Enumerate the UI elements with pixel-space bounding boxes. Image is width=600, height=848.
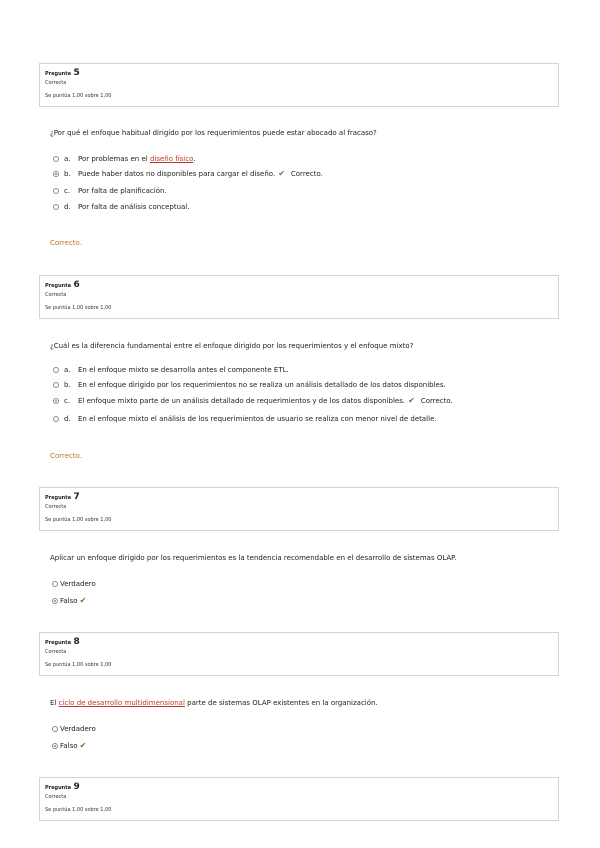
- question-8-info: [39, 632, 559, 676]
- check-icon: ✔: [408, 396, 415, 405]
- correct-mark: Correcto.: [420, 397, 453, 405]
- question-title: Pregunta 9: [45, 782, 80, 792]
- question-title: Pregunta 5: [45, 68, 80, 78]
- answer-option-a[interactable]: a. En el enfoque mixto se desarrolla antes el componente ETL.: [53, 365, 289, 375]
- radio-button[interactable]: [52, 726, 58, 732]
- question-state: Correcta: [45, 504, 67, 510]
- answer-option-b[interactable]: b. Puede haber datos no disponibles para cargar el diseño. ✔ Correcto.: [53, 169, 323, 179]
- answer-option-true[interactable]: Verdadero: [52, 579, 96, 589]
- question-score: Se puntúa 1,00 sobre 1,00: [45, 305, 112, 311]
- question-text: ¿Por qué el enfoque habitual dirigido por los requerimientos puede estar abocado al fracaso?: [50, 129, 377, 137]
- question-text: ¿Cuál es la diferencia fundamental entre el enfoque dirigido por los requerimientos y el enfoque mixto?: [50, 342, 414, 350]
- radio-button[interactable]: [53, 156, 59, 162]
- question-9-info: [39, 777, 559, 821]
- correct-mark: Correcto.: [290, 170, 323, 178]
- question-score: Se puntúa 1,00 sobre 1,00: [45, 807, 112, 813]
- answer-option-a[interactable]: a. Por problemas en el diseño físico .: [53, 154, 196, 164]
- radio-button[interactable]: [53, 367, 59, 373]
- question-score: Se puntúa 1,00 sobre 1,00: [45, 517, 112, 523]
- question-text: Aplicar un enfoque dirigido por los requerimientos es la tendencia recomendable en el desarrollo de sistemas OLAP.: [50, 554, 457, 562]
- check-icon: ✔: [79, 596, 87, 605]
- radio-button[interactable]: [52, 581, 58, 587]
- check-icon: ✔: [79, 741, 87, 750]
- radio-button-selected[interactable]: [52, 743, 58, 749]
- answer-option-d[interactable]: d. Por falta de análisis conceptual.: [53, 202, 189, 212]
- answer-option-true[interactable]: Verdadero: [52, 724, 96, 734]
- question-title: Pregunta 7: [45, 492, 80, 502]
- question-7-info: [39, 487, 559, 531]
- question-score: Se puntúa 1,00 sobre 1,00: [45, 662, 112, 668]
- radio-button-selected[interactable]: [53, 398, 59, 404]
- answer-option-c[interactable]: c. El enfoque mixto parte de un análisis detallado de requerimientos y de los datos disponibles. ✔ Correcto.: [53, 396, 453, 406]
- radio-button[interactable]: [53, 416, 59, 422]
- radio-button[interactable]: [53, 382, 59, 388]
- question-state: Correcta: [45, 794, 67, 800]
- radio-button[interactable]: [53, 204, 59, 210]
- feedback-text: Correcto.: [50, 452, 82, 460]
- answer-option-false[interactable]: Falso ✔: [52, 741, 86, 751]
- question-state: Correcta: [45, 649, 67, 655]
- question-score: Se puntúa 1,00 sobre 1,00: [45, 93, 112, 99]
- radio-button-selected[interactable]: [52, 598, 58, 604]
- answer-option-c[interactable]: c. Por falta de planificación.: [53, 186, 167, 196]
- feedback-text: Correcto.: [50, 239, 82, 247]
- question-state: Correcta: [45, 292, 67, 298]
- question-state: Correcta: [45, 80, 67, 86]
- radio-button[interactable]: [53, 188, 59, 194]
- question-title: Pregunta 6: [45, 280, 80, 290]
- answer-option-b[interactable]: b. En el enfoque dirigido por los requerimientos no se realiza un análisis detallado de los datos disponibles.: [53, 380, 446, 390]
- answer-option-false[interactable]: Falso ✔: [52, 596, 86, 606]
- question-6-info: [39, 275, 559, 319]
- check-icon: ✔: [278, 169, 285, 178]
- question-title: Pregunta 8: [45, 637, 80, 647]
- glossary-link[interactable]: ciclo de desarrollo multidimensional: [58, 699, 185, 707]
- answer-option-d[interactable]: d. En el enfoque mixto el análisis de los requerimientos de usuario se realiza con menor nivel de detalle.: [53, 414, 437, 424]
- question-5-info: [39, 63, 559, 107]
- glossary-link[interactable]: diseño físico: [149, 155, 194, 163]
- radio-button-selected[interactable]: [53, 171, 59, 177]
- question-text: El ciclo de desarrollo multidimensional parte de sistemas OLAP existentes en la organización.: [50, 699, 378, 707]
